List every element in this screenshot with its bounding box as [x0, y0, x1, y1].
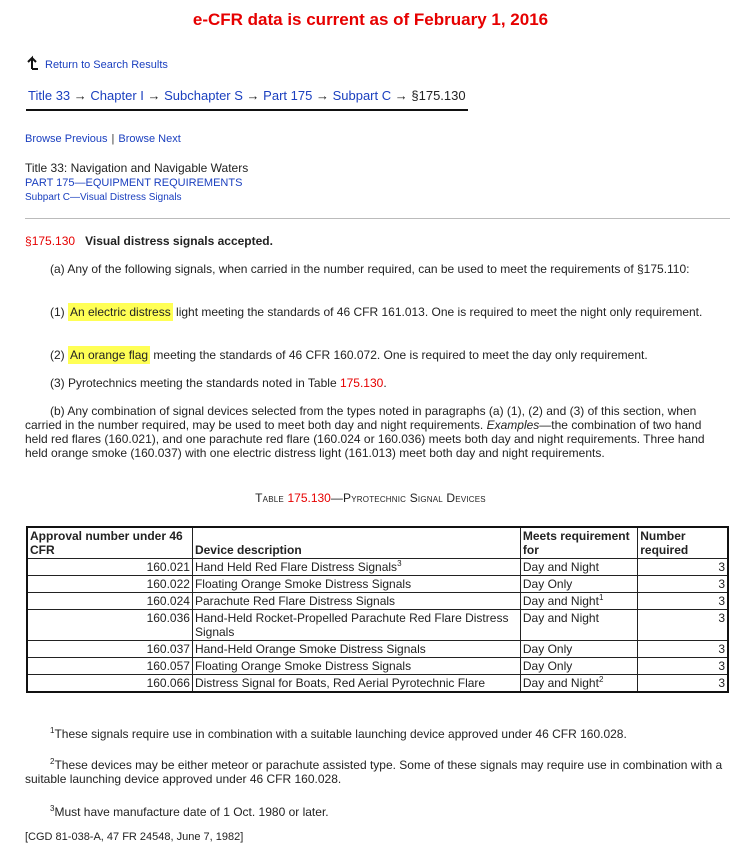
cell-meets — [520, 658, 637, 675]
breadcrumb-current: §175.130 — [411, 88, 466, 103]
footnote-mark: 3 — [50, 804, 55, 813]
paragraph-a-text: (a) Any of the following signals, when carried in the number required, can be used to meet the requirements of §175.110: — [50, 262, 690, 276]
col-approval-header: Approval number under 46 CFR — [27, 527, 192, 559]
paragraph-b-rest: —the combination of two hand held red flares (160.021), and one parachute red flare (160.024 or 160.036) meets both day and night requirements. Three hand held orange smoke (160.037) with one electric distress light (161.013) meet both day and night requirements. — [25, 418, 705, 460]
cell-device-text: Hand-Held Rocket-Propelled Parachute Red Flare Distress Signals — [194, 611, 509, 639]
browse-separator: | — [111, 133, 115, 145]
cell-number-text: 3 — [718, 577, 725, 591]
breadcrumb — [28, 88, 466, 103]
paragraph-a2-prefix: (2) — [50, 348, 68, 362]
cell-device — [192, 675, 520, 693]
cell-approval — [27, 610, 192, 641]
cell-number-text: 3 — [718, 676, 725, 690]
breadcrumb-title[interactable]: Title 33 — [28, 88, 71, 103]
table-caption-title: —Pyrotechnic Signal Devices — [330, 491, 486, 505]
pyrotechnic-table — [26, 526, 729, 693]
paragraph-a2 — [25, 348, 720, 362]
footnote-mark: 1 — [50, 726, 55, 735]
cell-approval-text: 160.024 — [146, 594, 190, 608]
section-title: Visual distress signals accepted. — [85, 234, 273, 248]
cell-device-sup: 3 — [397, 559, 402, 568]
cell-number — [638, 559, 728, 576]
section-symbol: § — [25, 234, 32, 248]
cell-device — [192, 641, 520, 658]
subpart-link[interactable]: Subpart C—Visual Distress Signals — [25, 192, 182, 203]
breadcrumb-arrow-icon: → — [246, 88, 260, 103]
cell-number-text: 3 — [718, 642, 725, 656]
citation: [CGD 81-038-A, 47 FR 24548, June 7, 1982] — [25, 831, 244, 843]
table-row — [27, 610, 728, 641]
cell-meets-text: Day and Night — [522, 594, 599, 608]
cell-approval — [27, 675, 192, 693]
cell-number — [638, 658, 728, 675]
paragraph-a — [25, 262, 720, 276]
breadcrumb-underline — [26, 109, 468, 111]
cell-meets — [520, 610, 637, 641]
cell-meets-sup: 1 — [598, 593, 604, 602]
cell-number-text: 3 — [718, 611, 725, 625]
footnote-text: Must have manufacture date of 1 Oct. 1980 or later. — [54, 805, 329, 819]
cell-number — [638, 675, 728, 693]
return-to-search-link[interactable]: Return to Search Results — [45, 59, 168, 71]
cell-meets — [520, 593, 637, 610]
breadcrumb-subchapter[interactable]: Subchapter S — [164, 88, 243, 103]
cell-meets — [520, 559, 637, 576]
paragraph-a2-text: meeting the standards of 46 CFR 160.072. One is required to meet the day only requirement. — [150, 348, 648, 362]
section-heading — [25, 234, 273, 248]
cell-approval-text: 160.066 — [146, 676, 190, 690]
cell-device — [192, 658, 520, 675]
paragraph-a1-text: light meeting the standards of 46 CFR 161.013. One is required to meet the night only requirement. — [172, 305, 703, 319]
paragraph-a1-prefix: (1) — [50, 305, 68, 319]
cell-meets — [520, 675, 637, 693]
table-row — [27, 658, 728, 675]
part-link[interactable]: PART 175—EQUIPMENT REQUIREMENTS — [25, 177, 243, 189]
cell-number-text: 3 — [718, 659, 725, 673]
cell-device-text: Floating Orange Smoke Distress Signals — [194, 577, 412, 591]
highlight-electric-distress: An electric distress — [70, 305, 171, 319]
divider — [25, 218, 730, 219]
cell-device-text: Hand Held Red Flare Distress Signals — [194, 560, 398, 574]
footnote — [25, 805, 725, 819]
cell-approval-text: 160.057 — [146, 659, 190, 673]
title-heading: Title 33: Navigation and Navigable Waters — [25, 161, 249, 175]
footnote-text: These devices may be either meteor or parachute assisted type. Some of these signals may require use in combination with a suitable launching device approved under 46 CFR 160.028. — [25, 758, 723, 786]
paragraph-b — [25, 404, 720, 460]
currency-banner: e-CFR data is current as of February 1, 2016 — [192, 10, 549, 29]
table-row — [27, 559, 728, 576]
cell-meets — [520, 576, 637, 593]
paragraph-b-text: (b) Any combination of signal devices selected from the types noted in paragraphs (a) (1), (2) and (3) of this section, when carried in the number required, may be used to meet both day and night requirements. — [25, 404, 697, 432]
footnote-text: These signals require use in combination with a suitable launching device approved under 46 CFR 160.028. — [54, 727, 627, 741]
cell-number-text: 3 — [718, 560, 725, 574]
cell-number — [638, 610, 728, 641]
paragraph-a3-text: (3) Pyrotechnics meeting the standards noted in Table — [50, 376, 340, 390]
footnote — [25, 727, 725, 741]
table-header-row — [27, 527, 728, 559]
cell-meets — [520, 641, 637, 658]
browse-previous-link[interactable]: Browse Previous — [25, 133, 108, 145]
cell-meets-text: Day Only — [522, 659, 573, 673]
cell-approval — [27, 576, 192, 593]
cell-meets-sup: 2 — [598, 675, 604, 684]
footnote — [25, 758, 725, 786]
return-arrow-icon[interactable] — [26, 54, 40, 70]
browse-next-link[interactable]: Browse Next — [118, 133, 181, 145]
cell-approval — [27, 559, 192, 576]
col-device-header: Device description — [192, 527, 520, 559]
cell-device — [192, 559, 520, 576]
cell-approval-text: 160.036 — [146, 611, 190, 625]
highlight-orange-flag: An orange flag — [70, 348, 149, 362]
table-ref-link[interactable]: 175.130 — [339, 376, 384, 390]
footnote-mark: 2 — [50, 757, 55, 766]
cell-approval-text: 160.037 — [146, 642, 190, 656]
col-number-header: Number required — [638, 527, 728, 559]
cell-approval-text: 160.022 — [146, 577, 190, 591]
table-caption-number: 175.130 — [287, 491, 331, 505]
table-caption-prefix: Table — [255, 491, 288, 505]
cell-device-text: Hand-Held Orange Smoke Distress Signals — [194, 642, 426, 656]
breadcrumb-arrow-icon: → — [394, 88, 408, 103]
cell-approval — [27, 641, 192, 658]
breadcrumb-arrow-icon: → — [147, 88, 161, 103]
breadcrumb-arrow-icon: → — [73, 88, 87, 103]
cell-number — [638, 593, 728, 610]
section-number: 175.130 — [31, 234, 76, 248]
cell-meets-text: Day and Night — [522, 611, 599, 625]
cell-device-text: Parachute Red Flare Distress Signals — [194, 594, 396, 608]
cell-device — [192, 593, 520, 610]
table-row — [27, 576, 728, 593]
table-row — [27, 675, 728, 693]
breadcrumb-part[interactable]: Part 175 — [263, 88, 313, 103]
cell-device — [192, 610, 520, 641]
cell-approval-text: 160.021 — [146, 560, 190, 574]
cell-approval — [27, 593, 192, 610]
cell-number-text: 3 — [718, 594, 725, 608]
browse-nav — [25, 133, 181, 145]
cell-device-text: Distress Signal for Boats, Red Aerial Pyrotechnic Flare — [194, 676, 486, 690]
cell-meets-text: Day Only — [522, 642, 573, 656]
paragraph-b-examples: Examples — [486, 418, 540, 432]
table-caption — [0, 491, 741, 505]
paragraph-a3 — [25, 376, 720, 390]
table-row — [27, 593, 728, 610]
cell-meets-text: Day and Night — [522, 676, 599, 690]
paragraph-a3-end: . — [383, 376, 387, 390]
cell-device-text: Floating Orange Smoke Distress Signals — [194, 659, 412, 673]
breadcrumb-chapter[interactable]: Chapter I — [90, 88, 144, 103]
breadcrumb-arrow-icon: → — [315, 88, 329, 103]
paragraph-a1 — [25, 305, 720, 319]
cell-number — [638, 576, 728, 593]
cell-number — [638, 641, 728, 658]
breadcrumb-subpart[interactable]: Subpart C — [332, 88, 392, 103]
table-row — [27, 641, 728, 658]
cell-meets-text: Day and Night — [522, 560, 599, 574]
col-meets-header: Meets requirement for — [520, 527, 637, 559]
cell-meets-text: Day Only — [522, 577, 573, 591]
cell-device — [192, 576, 520, 593]
cell-approval — [27, 658, 192, 675]
